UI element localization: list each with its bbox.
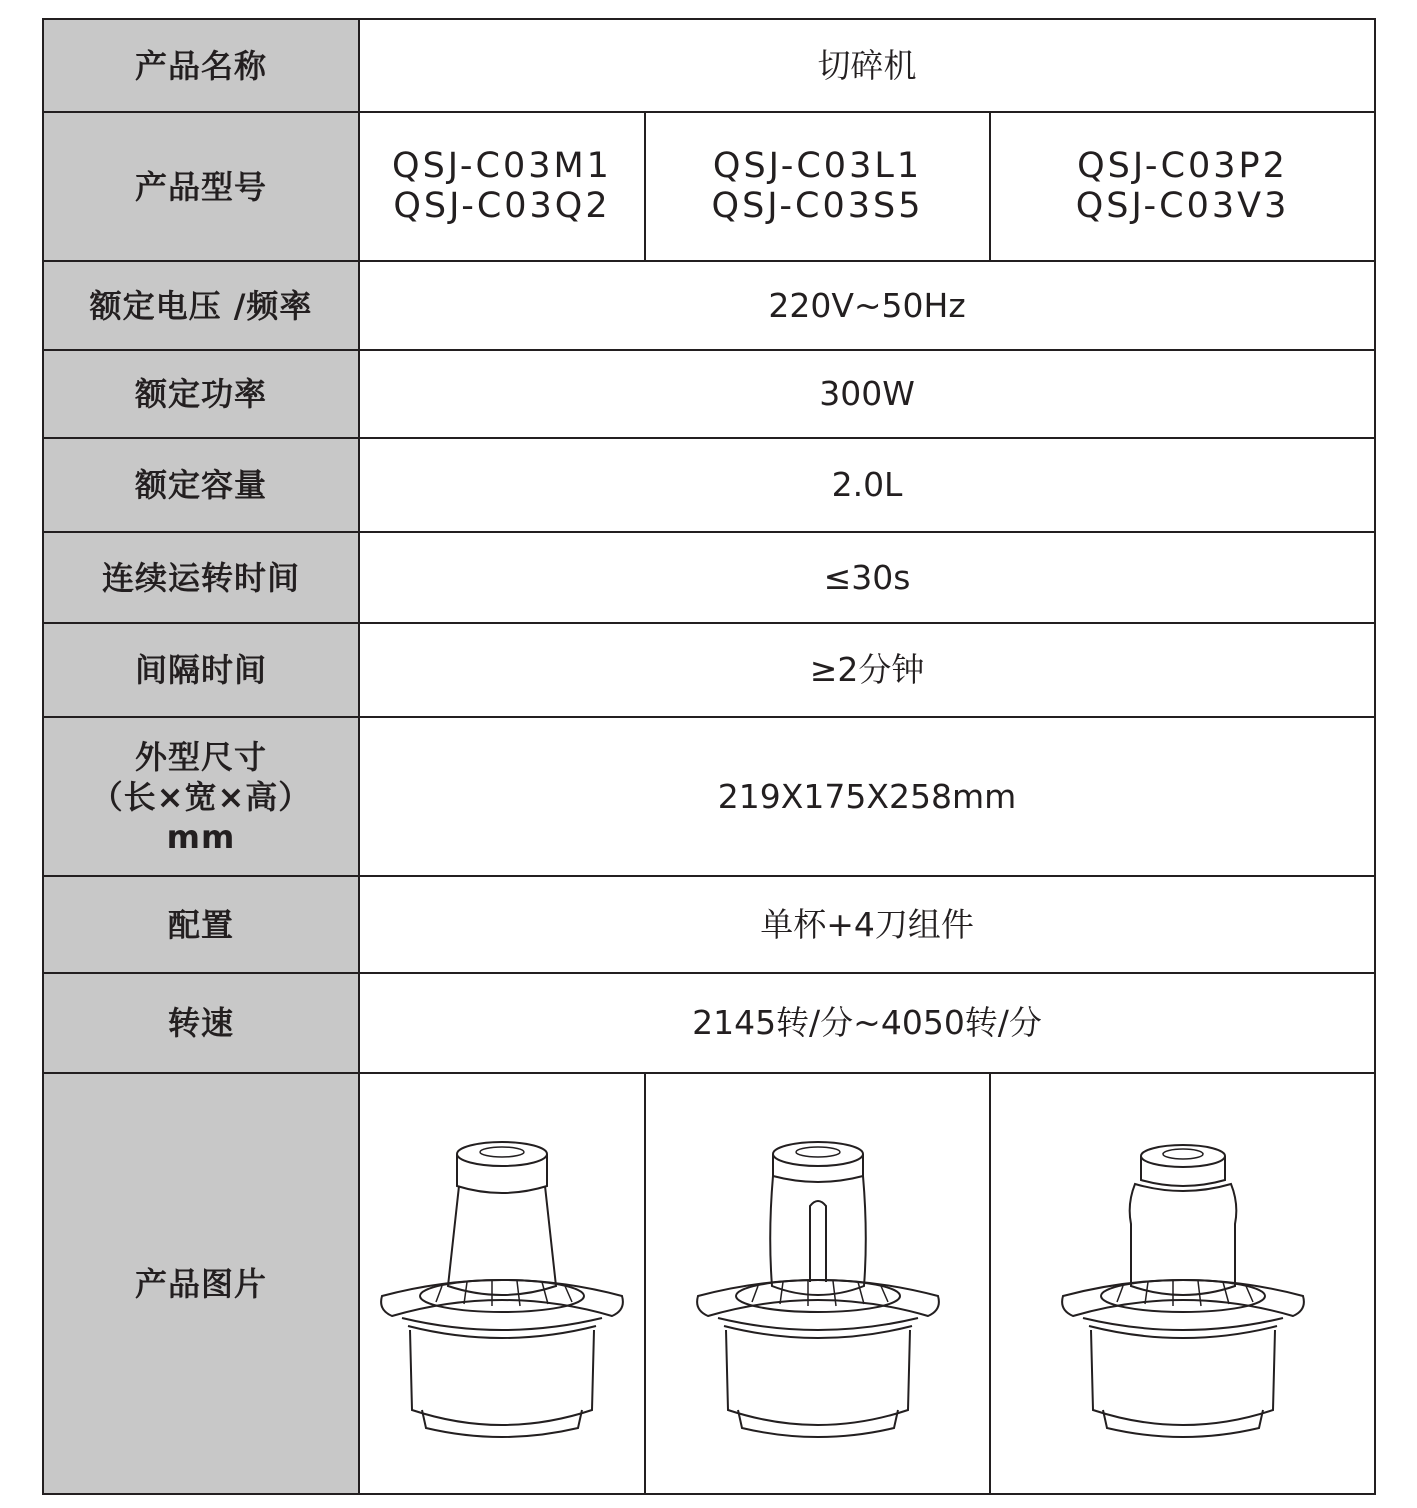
row-dimensions: [43, 717, 1375, 876]
row-product-name: [43, 19, 1375, 112]
model-code: QSJ-C03P2: [1077, 146, 1288, 187]
row-product-picture: [43, 1073, 1375, 1494]
label-runtime: 连续运转时间: [43, 532, 359, 623]
product-image-1: [359, 1073, 645, 1494]
model-code: QSJ-C03Q2: [393, 185, 611, 226]
row-power: [43, 350, 1375, 438]
model-code: QSJ-C03L1: [712, 146, 923, 187]
row-runtime: [43, 532, 1375, 623]
value-capacity: 2.0L: [359, 438, 1375, 532]
value-power: 300W: [359, 350, 1375, 438]
row-interval: [43, 623, 1375, 717]
value-config: 单杯+4刀组件: [359, 876, 1375, 973]
model-code: QSJ-C03V3: [1075, 185, 1290, 226]
product-image-3: [990, 1073, 1375, 1494]
label-dimensions-line2: （长×宽×高）: [90, 777, 312, 816]
model-code: QSJ-C03M1: [392, 146, 612, 187]
label-dimensions: [43, 717, 359, 876]
chopper-drawing-1-icon: [372, 1124, 632, 1444]
label-product-picture: 产品图片: [43, 1073, 359, 1494]
model-cell-3: [990, 112, 1375, 261]
spec-table: [42, 18, 1376, 1495]
value-runtime: ≤30s: [359, 532, 1375, 623]
chopper-drawing-2-icon: [688, 1124, 948, 1444]
label-dimensions-line3: mm: [166, 817, 236, 856]
value-product-name: 切碎机: [359, 19, 1375, 112]
model-cell-2: [645, 112, 990, 261]
value-interval: ≥2分钟: [359, 623, 1375, 717]
chopper-drawing-3-icon: [1053, 1124, 1313, 1444]
label-product-model: 产品型号: [43, 112, 359, 261]
row-speed: [43, 973, 1375, 1073]
row-config: [43, 876, 1375, 973]
row-capacity: [43, 438, 1375, 532]
label-speed: 转速: [43, 973, 359, 1073]
label-capacity: 额定容量: [43, 438, 359, 532]
value-dimensions: 219X175X258mm: [359, 717, 1375, 876]
label-product-name: 产品名称: [43, 19, 359, 112]
label-interval: 间隔时间: [43, 623, 359, 717]
model-cell-1: [359, 112, 645, 261]
value-speed: 2145转/分~4050转/分: [359, 973, 1375, 1073]
value-voltage: 220V~50Hz: [359, 261, 1375, 350]
model-code: QSJ-C03S5: [711, 185, 924, 226]
row-product-model: [43, 112, 1375, 261]
label-power: 额定功率: [43, 350, 359, 438]
label-voltage: 额定电压 /频率: [43, 261, 359, 350]
label-dimensions-line1: 外型尺寸: [134, 737, 267, 776]
product-image-2: [645, 1073, 990, 1494]
row-voltage: [43, 261, 1375, 350]
label-config: 配置: [43, 876, 359, 973]
